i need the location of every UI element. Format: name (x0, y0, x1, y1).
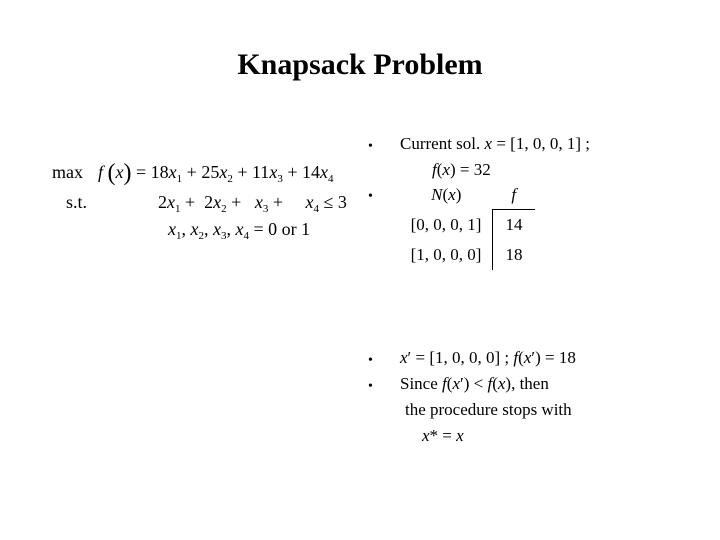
max-label: max (52, 162, 83, 182)
stopping-condition: Since f(x′) < f(x), then (400, 374, 549, 393)
constraint: $2x_1 + 2x_2 + x_3$ + $x_4 \le 3$ (158, 192, 347, 215)
st-label: s.t. (66, 192, 88, 212)
stopping-explanation: the procedure stops with (405, 400, 572, 419)
table-row (400, 240, 535, 270)
table-cell: [0, 0, 0, 1] (410, 214, 482, 234)
new-solution: x′ = [1, 0, 0, 0] ; f(x′) = 18 (400, 348, 576, 367)
current-objective: f(x) = 32 (432, 160, 491, 179)
column-header-f: f (493, 181, 536, 210)
table-header-row (400, 181, 535, 210)
final-solution: x* = x (422, 426, 464, 445)
current-solution: Current sol. x = [1, 0, 0, 1] ; (400, 134, 590, 153)
variable-domain: $x_1$, $x_2$, $x_3$, $x_4 = 0$ or 1 (168, 219, 311, 242)
slide-title: Knapsack Problem (237, 48, 483, 81)
objective-function: f $(x) = 18x_1 + 25x_2 + 11x_3 + 14x_4$ (98, 160, 334, 186)
bullet-marker: • (368, 353, 373, 368)
table-row (400, 210, 535, 241)
bullet-marker: • (368, 139, 373, 154)
column-header-neighborhood: N(x) (431, 185, 462, 205)
bullet-marker: • (368, 189, 373, 204)
neighborhood-table (400, 181, 535, 270)
table-cell: 18 (493, 240, 536, 270)
table-cell: 14 (493, 210, 536, 241)
table-cell: [1, 0, 0, 0] (410, 245, 482, 264)
bullet-marker: • (368, 379, 373, 394)
